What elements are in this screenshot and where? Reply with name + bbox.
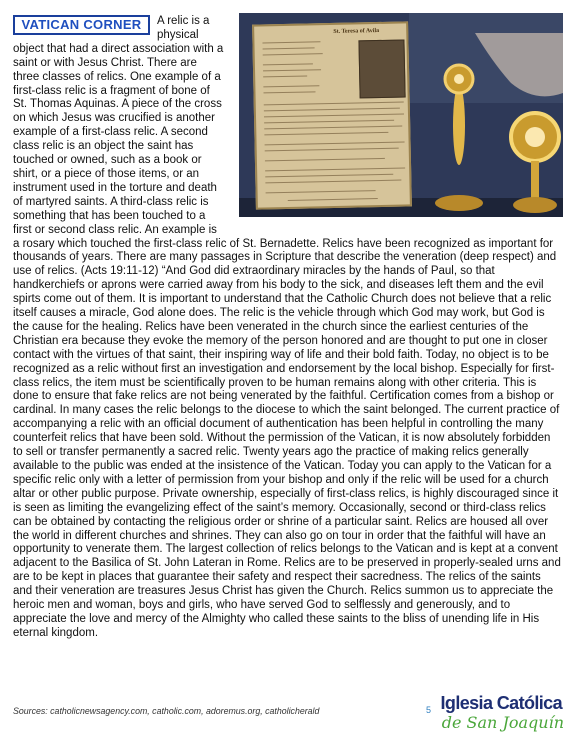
vatican-corner-badge: VATICAN CORNER [13, 15, 150, 35]
article-text: A relic is a physical object that had a direct association with a saint or with Jesus Christ. There are three classes of relics. One example of a first-class relic is a fragment of bone of St. Thomas Aquinas. A piece of the cross on which Jesus was crucified is another example of a first-class relic. A second class relic is an object the saint has touched or owned, such as a book or shirt, or a piece of those items, or an instrument used in the torture and death of martyred saints. A third-class relic is something that has been touched to a first or second class relic. An example is a rosary which touched the first-class relic of St. Bernadette. Relics have been recognized as important for thousands of years. There are many passages in Scripture that describe the veneration (deep respect) and use of relics. (Acts 19:11-12) “And God did extraordinary miracles by the hands of Paul, so that handkerchiefs or aprons were carried away from his body to the sick, and diseases left them and the evil spirts come out of them. It is important to understand that the Catholic Church does not believe that a relic itself causes a miracle, God alone does. The relic is the vehicle through which God may work, but God is the cause for the healing. Relics have been venerated in the church since the earliest centuries of the Christian era because they evoke the memory of the person honored and are thought to put one in closer contact with the virtues of that saint, their inspiring way of life and their bold faith. Today, no object is to be recognized as a relic without first an investigation and endorsement by the local bishop. Especially for first-class relics, the item must be scientifically proven to be human remains along with other criteria. This is done to ensure that fake relics are not being venerated by the faithful. Certification comes from a bishop or cardinal. In many cases the relic belongs to the diocese to which the saint belonged. The current practice of accompanying a relic with an official document of authentication has been helpful in controlling the many counterfeit relics that have been sold. Without the permission of the Vatican, it is now absolutely forbidden to sell or transfer permanently a sacred relic. Twenty years ago the practice of making relics generally available to the public was ended at the insistence of the Vatican. Today you can apply to the Vatican for a specific relic only with a letter of permission from your bishop and only if the relic will be used for a church altar or other public purpose. Private ownership, especially of first-class relics, is highly discouraged since it is seen as limiting the evangelizing effect of the saint’s memory. Occasionally, second or third-class relics can be obtained by contacting the religious order or shrine of a particular saint. Relics are housed all over the world in different churches and shrines. They can also go on tour in order that the faithful will have an opportunity to venerate them. The largest collection of relics belongs to the Vatican and is kept at a convent adjacent to the Basilica of St. John Lateran in Rome. Relics are to be preserved in properly-sealed urns and are to be kept in places that guarantee their safety and respect their sacredness. The relics of the saints and their veneration are treasures Jesus Christ has given the Church. Relics summon us to appreciate the heroic men and woman, boys and girls, who have served God to selflessly and generously, and to appreciate the love and mercy of the Almighty who called these saints to the bliss of unending life in His eternal kingdom. [13, 15, 561, 639]
logo-parish-place: de San Joaquín [441, 713, 564, 732]
logo-parish-name: Iglesia Católica [440, 693, 562, 713]
plaque-title: St. Teresa of Avila [333, 27, 380, 35]
sources-line: Sources: catholicnewsagency.com, catholic.com, adoremus.org, catholicherald [13, 706, 320, 716]
parish-logo [442, 693, 566, 739]
page-number: 5 [426, 705, 432, 715]
article-body [13, 15, 561, 641]
